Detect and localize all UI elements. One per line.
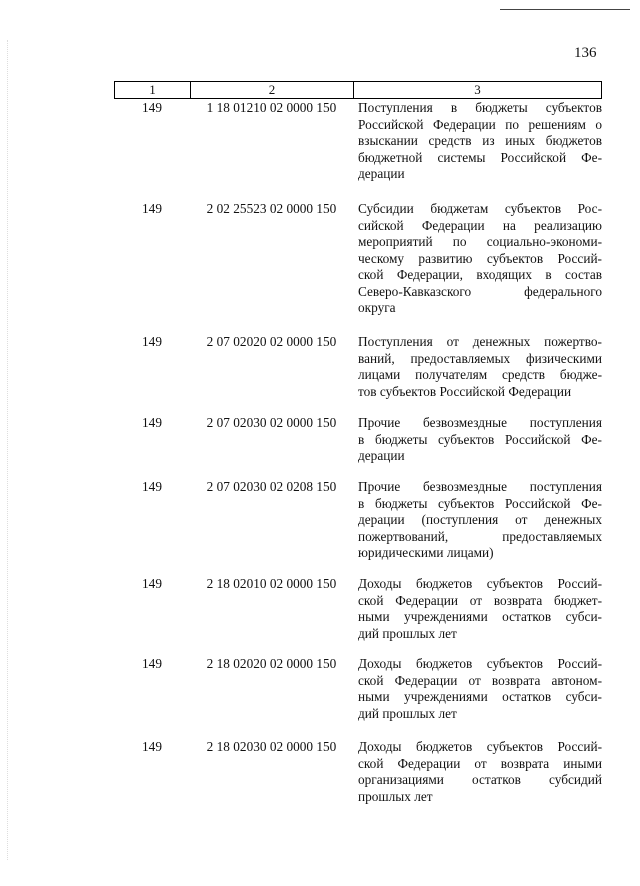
description-line: дерации (поступления от денежных [358,512,602,527]
description-line: Доходы бюджетов субъектов Россий- [358,656,602,671]
budget-code: 2 18 02010 02 0000 150 [206,576,337,591]
description-line: взыскании средств из иных бюджетов [358,133,602,148]
description-line: Российской Федерации по решениям о [358,116,602,132]
table-row [114,739,602,805]
table-row [114,334,602,400]
description-line: ской Федерации от возврата иными [358,755,602,771]
table-row [114,656,602,722]
description-line: ными учреждениями остатков субси- [358,609,602,624]
admin-code: 149 [142,656,162,671]
description-line: ской Федерации, входящих в состав [358,267,602,282]
description-line: юридическими лицами) [358,545,494,560]
description-line: ческому развитию субъектов Россий- [358,250,602,266]
page-number: 136 [574,45,597,61]
header-col-2: 2 [191,82,354,98]
budget-code: 2 07 02030 02 0208 150 [206,479,337,494]
admin-code: 149 [142,201,162,216]
description [358,100,602,183]
budget-code: 2 18 02020 02 0000 150 [206,656,337,671]
budget-code: 2 02 25523 02 0000 150 [206,201,337,216]
description-line: пожертвований, предоставляемых [358,528,602,544]
description-line: ными учреждениями остатков субси- [358,689,602,704]
description-line: дерации [358,448,405,463]
description-line: Поступления в бюджеты субъектов [358,100,602,115]
description-line: организациями остатков субсидий [358,772,602,787]
table-row [114,415,602,465]
table-row [114,201,602,317]
description-line: тов субъектов Российской Федерации [358,383,572,399]
table-row [114,479,602,562]
admin-code: 149 [142,100,162,115]
description [358,739,602,805]
description-line: бюджетной системы Российской Фе- [358,149,602,165]
budget-code: 2 07 02020 02 0000 150 [206,334,337,349]
description [358,334,602,400]
description-line: Доходы бюджетов субъектов Россий- [358,739,602,754]
description-line: округа [358,300,396,315]
description-line: Субсидии бюджетам субъектов Рос- [358,201,602,216]
description-line: лицами получателям средств бюдже- [358,367,602,382]
description [358,479,602,562]
admin-code: 149 [142,415,162,430]
budget-code: 2 07 02030 02 0000 150 [206,415,337,430]
budget-code: 1 18 01210 02 0000 150 [206,100,337,115]
description-line: прошлых лет [358,788,433,804]
header-col-1: 1 [115,82,191,98]
description [358,656,602,722]
budget-code: 2 18 02030 02 0000 150 [206,739,337,754]
description-line: в бюджеты субъектов Российской Фе- [358,431,602,447]
description-line: в бюджеты субъектов Российской Фе- [358,495,602,511]
table-row [114,100,602,183]
description [358,576,602,642]
description-line: ской Федерации от возврата автоном- [358,672,602,688]
header-col-3: 3 [474,82,481,97]
admin-code: 149 [142,739,162,754]
description-line: дерации [358,166,405,181]
description-line: дий прошлых лет [358,625,457,641]
description [358,201,602,317]
description-line: Прочие безвозмездные поступления [358,415,602,430]
description-line: дий прошлых лет [358,705,457,721]
top-rule [500,9,630,10]
description-line: Доходы бюджетов субъектов Россий- [358,576,602,591]
description-line: ской Федерации от возврата бюджет- [358,592,602,608]
description-line: Поступления от денежных пожертво- [358,334,602,349]
admin-code: 149 [142,479,162,494]
page-edge [7,40,8,860]
admin-code: 149 [142,576,162,591]
description [358,415,602,465]
table-row [114,576,602,642]
description-line: ваний, предоставляемых физическими [358,350,602,366]
admin-code: 149 [142,334,162,349]
description-line: Прочие безвозмездные поступления [358,479,602,494]
description-line: сийской Федерации на реализацию [358,217,602,233]
description-line: мероприятий по социально-экономи- [358,234,602,249]
description-line: Северо-Кавказского федерального [358,283,602,299]
table-header [114,81,602,99]
